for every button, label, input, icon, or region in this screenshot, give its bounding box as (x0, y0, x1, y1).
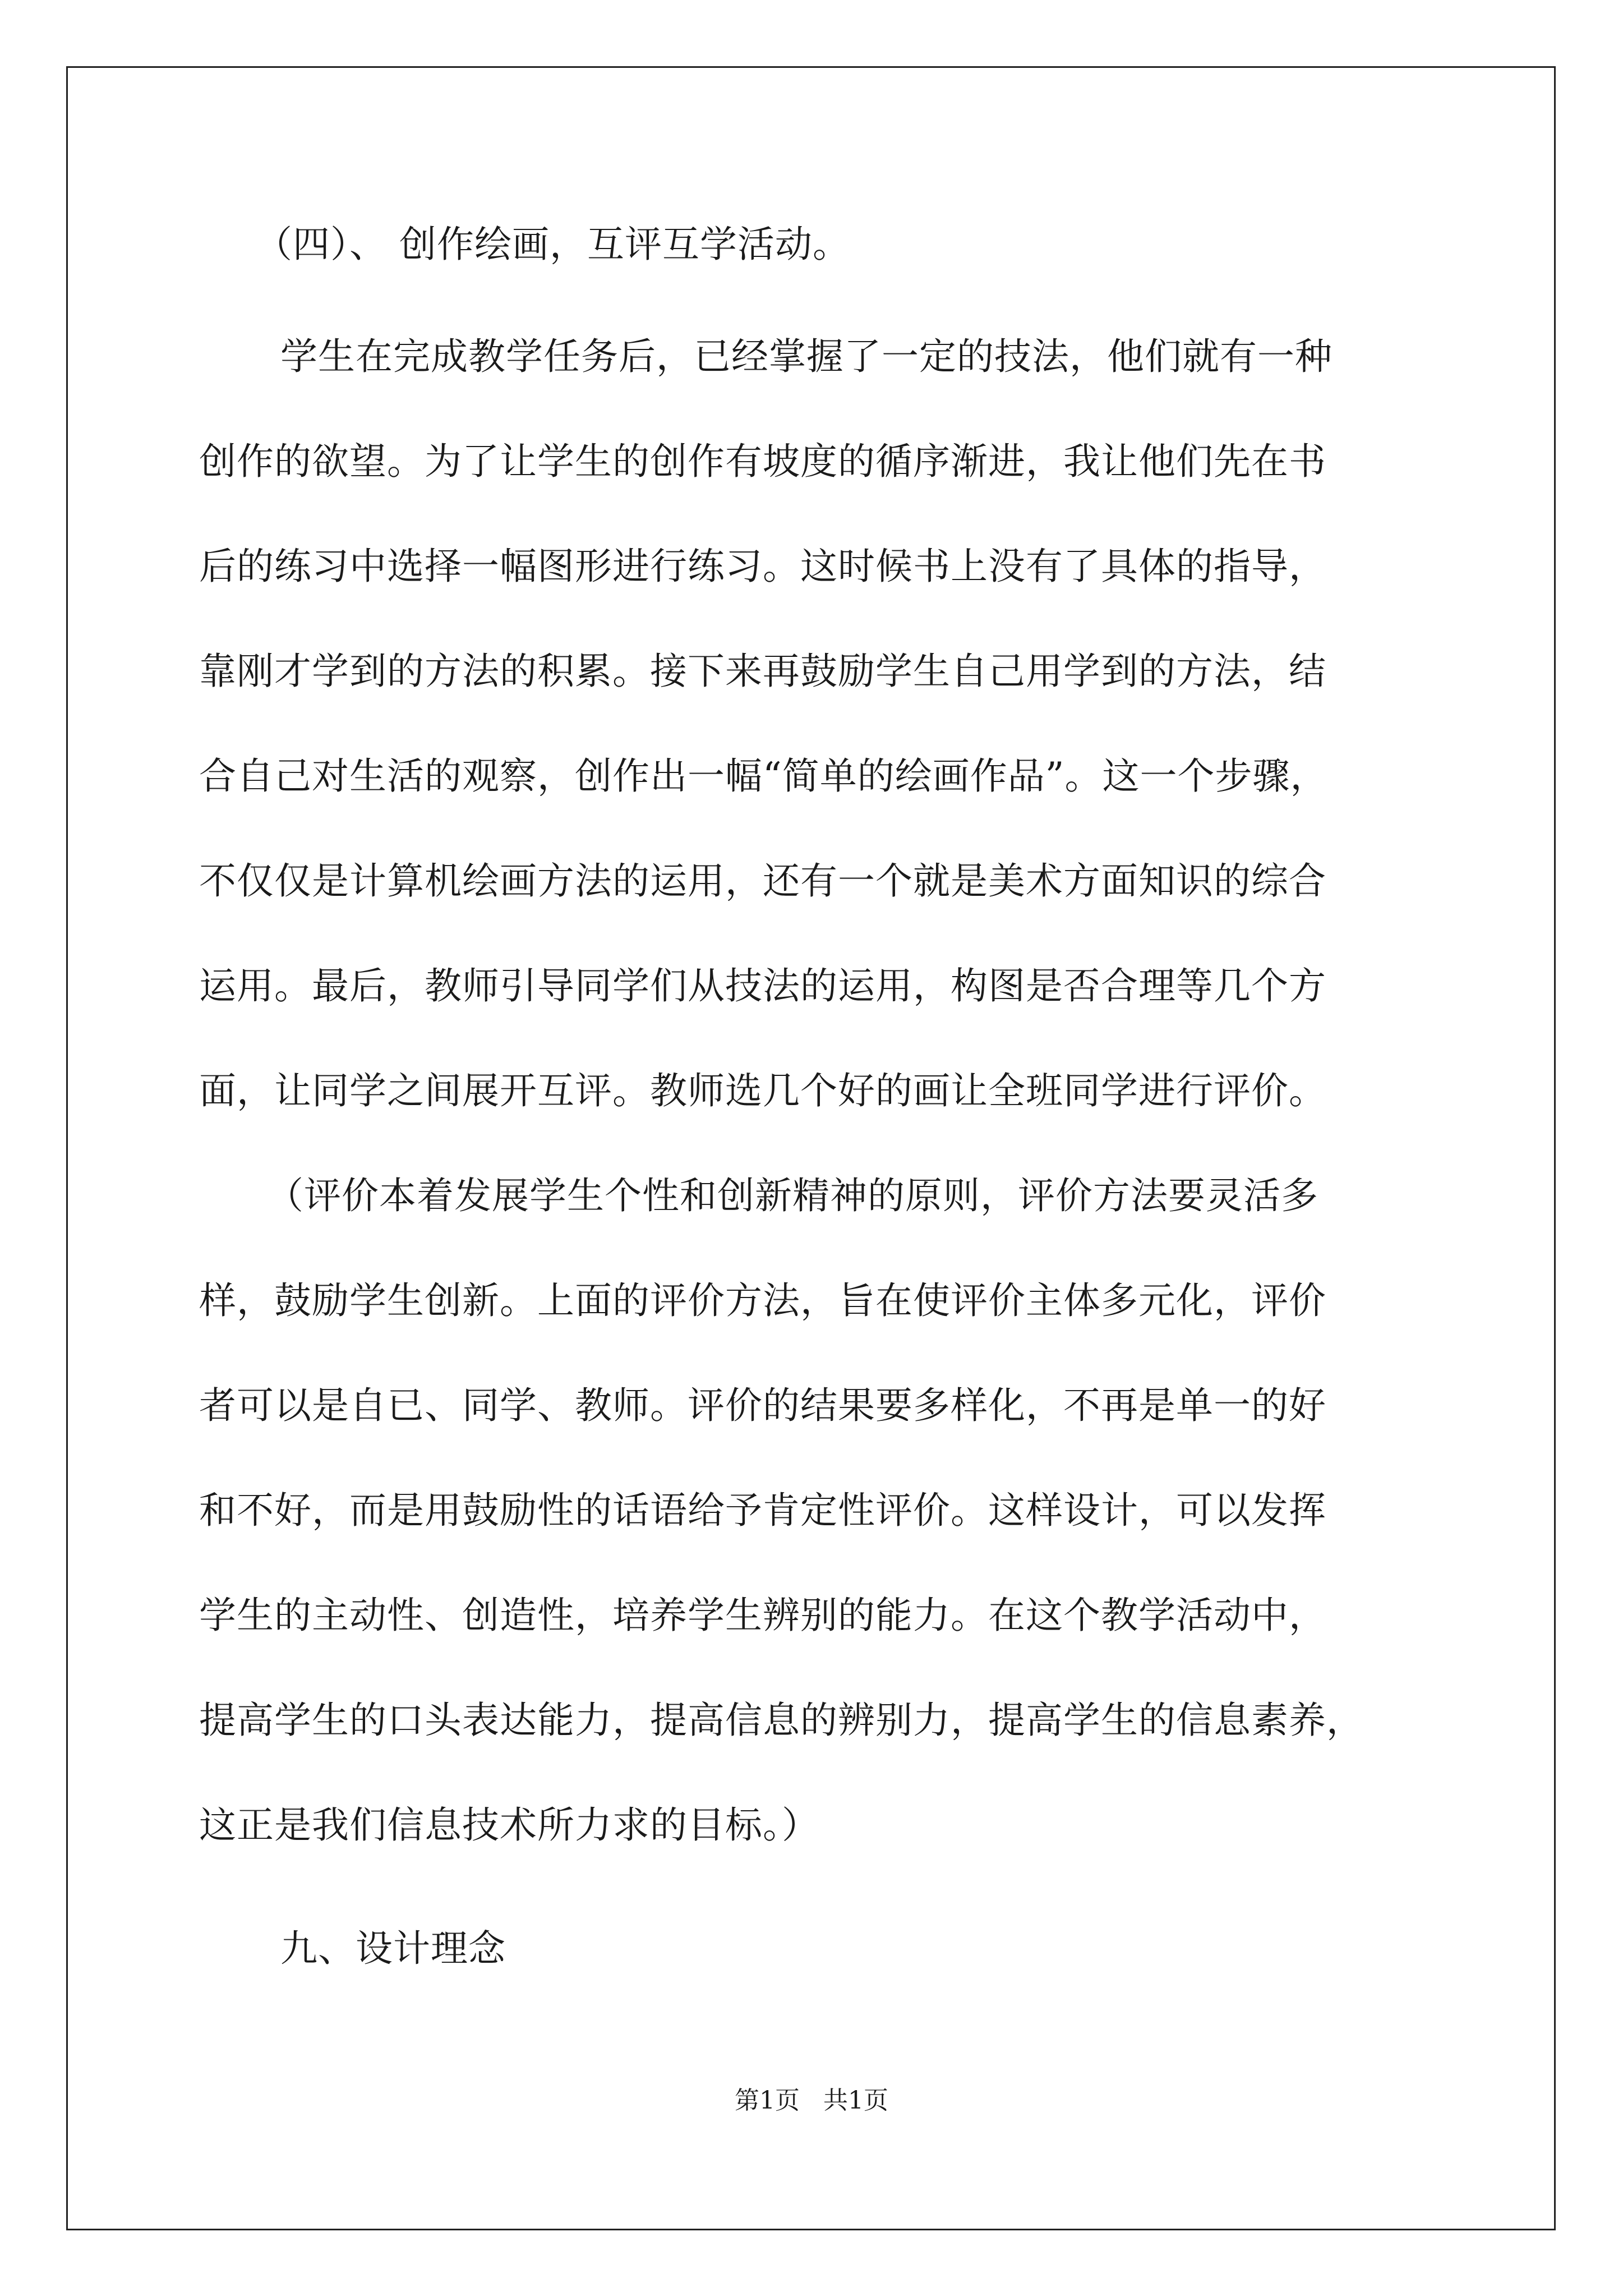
paragraph-line: 学生的主动性、创造性，培养学生辨别的能力。在这个教学活动中， (199, 1594, 1326, 1637)
paragraph-line: 创作的欲望。为了让学生的创作有坡度的循序渐进，我让他们先在书 (199, 440, 1326, 483)
page-border (66, 66, 1556, 2230)
paragraph-line: 靠刚才学到的方法的积累。接下来再鼓励学生自己用学到的方法，结 (199, 650, 1326, 693)
paragraph-line: 和不好，而是用鼓励性的话语给予肯定性评价。这样设计，可以发挥 (199, 1489, 1326, 1532)
section-heading-four: （四）、 创作绘画，互评互学活动。 (255, 223, 850, 266)
paragraph-line: （评价本着发展学生个性和创新精神的原则，评价方法要灵活多 (266, 1174, 1318, 1217)
paragraph-line: 者可以是自已、同学、教师。评价的结果要多样化，不再是单一的好 (199, 1384, 1326, 1427)
page-number-footer: 第1页 共1页 (735, 2086, 888, 2115)
paragraph-line: 面，让同学之间展开互评。教师选几个好的画让全班同学进行评价。 (199, 1069, 1326, 1112)
paragraph-line: 不仅仅是计算机绘画方法的运用，还有一个就是美术方面知识的综合 (199, 859, 1326, 903)
paragraph-line: 提高学生的口头表达能力，提高信息的辨别力，提高学生的信息素养， (199, 1699, 1364, 1742)
paragraph-line: 这正是我们信息技术所力求的目标。） (199, 1803, 819, 1847)
paragraph-line: 样，鼓励学生创新。上面的评价方法，旨在使评价主体多元化，评价 (199, 1279, 1326, 1322)
paragraph-line: 合自己对生活的观察，创作出一幅“简单的绘画作品”。这一个步骤， (199, 754, 1328, 798)
section-heading-nine: 九、设计理念 (280, 1927, 506, 1970)
paragraph-line: 运用。最后，教师引导同学们从技法的运用，构图是否合理等几个方 (199, 964, 1326, 1007)
paragraph-line: 学生在完成教学任务后，已经掌握了一定的技法，他们就有一种 (280, 335, 1332, 378)
paragraph-line: 后的练习中选择一幅图形进行练习。这时候书上没有了具体的指导， (199, 545, 1326, 588)
